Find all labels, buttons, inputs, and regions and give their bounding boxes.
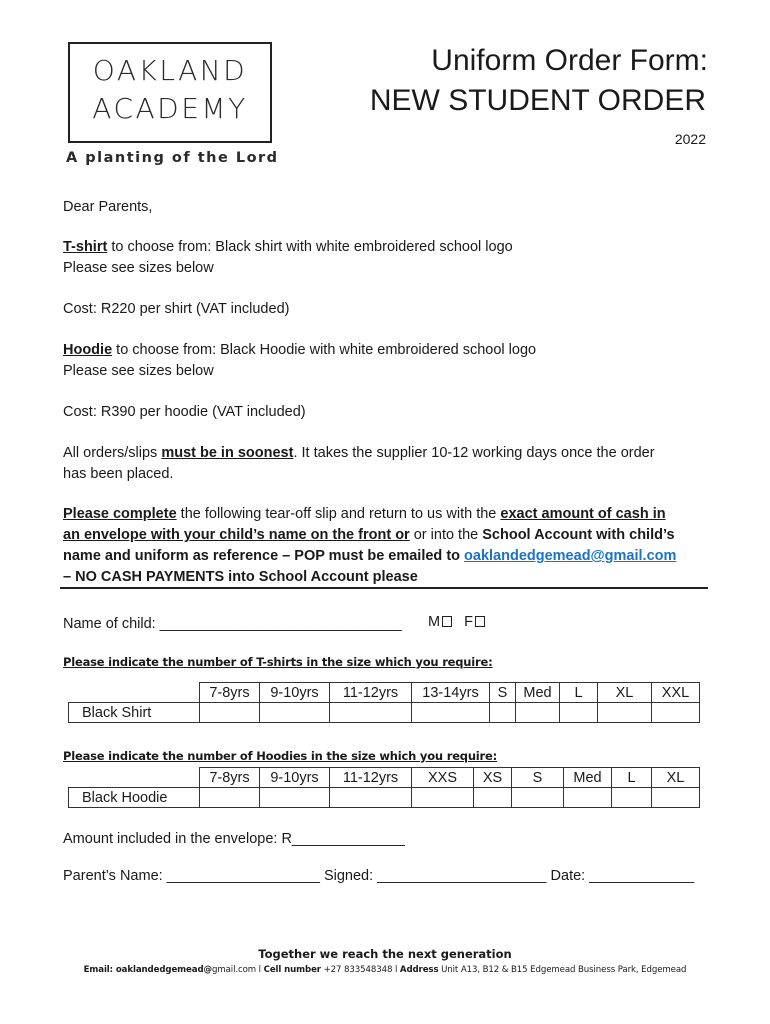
orders-paragraph <box>63 443 713 485</box>
logo-text-oakland: OAKLAND <box>92 54 248 87</box>
hoodie-qty-cell[interactable] <box>512 788 564 808</box>
tshirt-qty-cell[interactable] <box>330 703 412 723</box>
hoodie-qty-cell[interactable] <box>474 788 512 808</box>
tshirt-qty-cell[interactable] <box>490 703 516 723</box>
tshirt-qty-cell[interactable] <box>598 703 652 723</box>
hoodie-instruction: Please indicate the number of Hoodies in the size which you require: <box>63 749 498 763</box>
footer-tagline: Together we reach the next generation <box>258 947 512 961</box>
hoodie-row-label: Black Hoodie <box>69 788 200 808</box>
orders-text-end: has been placed. <box>63 466 174 482</box>
tshirt-qty-cell[interactable] <box>652 703 700 723</box>
gender-f-label: F <box>464 614 473 630</box>
tshirt-size-header: 9-10yrs <box>260 683 330 703</box>
hoodie-description: to choose from: Black Hoodie with white embroidered school logo <box>112 342 537 358</box>
tshirt-size-header: 11-12yrs <box>330 683 412 703</box>
hoodie-qty-cell[interactable] <box>652 788 700 808</box>
orders-text-cont: . It takes the supplier 10-12 working days once the order <box>293 445 655 461</box>
hoodie-size-header: 11-12yrs <box>330 768 412 788</box>
tshirt-size-header: XXL <box>652 683 700 703</box>
form-subtitle: NEW STUDENT ORDER <box>369 84 706 117</box>
footer-cell-label: Cell number <box>263 965 321 975</box>
complete-reference: name and uniform as reference – POP must be emailed to <box>63 548 465 564</box>
tshirt-row-label: Black Shirt <box>69 703 200 723</box>
orders-text: All orders/slips <box>63 445 162 461</box>
footer-cell-value: +27 833548348 l <box>320 965 400 975</box>
form-year: 2022 <box>674 131 706 147</box>
hoodie-paragraph <box>63 340 713 382</box>
hoodie-size-header: S <box>512 768 564 788</box>
child-name-field[interactable]: Name of child: ______________________________ <box>63 616 402 632</box>
complete-school-account: School Account with child’s <box>482 527 675 543</box>
tshirt-sizes-note: Please see sizes below <box>63 260 214 276</box>
logo-tagline: A planting of the Lord <box>66 150 279 166</box>
form-title: Uniform Order Form: <box>431 44 708 77</box>
tshirt-size-table <box>68 682 700 723</box>
table-corner <box>69 768 200 788</box>
complete-label: Please complete <box>63 506 177 522</box>
table-corner <box>69 683 200 703</box>
complete-paragraph <box>63 504 713 588</box>
complete-envelope: an envelope with your child’s name on the front or <box>63 527 410 543</box>
parent-signature-line[interactable]: Parent’s Name: ___________________ Signed: _____________________ Date: _____________ <box>63 868 695 884</box>
hoodie-qty-cell[interactable] <box>330 788 412 808</box>
tshirt-qty-cell[interactable] <box>200 703 260 723</box>
hoodie-qty-cell[interactable] <box>564 788 612 808</box>
complete-or: or into the <box>409 527 483 543</box>
greeting: Dear Parents, <box>63 199 153 215</box>
tshirt-cost: Cost: R220 per shirt (VAT included) <box>63 301 290 317</box>
tshirt-description: to choose from: Black shirt with white embroidered school logo <box>107 239 513 255</box>
hoodie-size-header: XS <box>474 768 512 788</box>
no-cash-note: – NO CASH PAYMENTS into School Account please <box>63 569 418 585</box>
hoodie-label: Hoodie <box>63 342 113 358</box>
footer-email-label: Email: <box>83 965 116 975</box>
school-logo <box>68 42 272 143</box>
gender-selector <box>428 614 497 630</box>
hoodie-size-header: Med <box>564 768 612 788</box>
hoodie-size-table <box>68 767 700 808</box>
gender-f-checkbox[interactable] <box>475 616 485 627</box>
hoodie-size-header: XXS <box>412 768 474 788</box>
hoodie-qty-cell[interactable] <box>412 788 474 808</box>
logo-text-academy: ACADEMY <box>92 92 248 125</box>
tshirt-size-header: Med <box>516 683 560 703</box>
gender-m-checkbox[interactable] <box>442 616 452 627</box>
hoodie-sizes-note: Please see sizes below <box>63 363 214 379</box>
hoodie-qty-cell[interactable] <box>200 788 260 808</box>
tshirt-paragraph <box>63 237 713 279</box>
tshirt-size-header: 13-14yrs <box>412 683 490 703</box>
orders-emphasis: must be in soonest <box>161 445 294 461</box>
hoodie-size-header: 7-8yrs <box>200 768 260 788</box>
tshirt-qty-cell[interactable] <box>516 703 560 723</box>
hoodie-size-header: 9-10yrs <box>260 768 330 788</box>
tshirt-qty-cell[interactable] <box>560 703 598 723</box>
tshirt-label: T-shirt <box>63 239 108 255</box>
tshirt-size-header: 7-8yrs <box>200 683 260 703</box>
complete-exact-cash: exact amount of cash in <box>500 506 666 522</box>
complete-text: the following tear-off slip and return to us with the <box>176 506 501 522</box>
hoodie-size-header: L <box>612 768 652 788</box>
footer-email-user: oaklandedgemead@ <box>115 965 212 975</box>
tshirt-qty-cell[interactable] <box>260 703 330 723</box>
tshirt-qty-cell[interactable] <box>412 703 490 723</box>
tshirt-instruction: Please indicate the number of T-shirts in the size which you require: <box>63 655 493 669</box>
amount-field[interactable]: Amount included in the envelope: R______________ <box>63 831 405 847</box>
tshirt-size-header: L <box>560 683 598 703</box>
email-link[interactable]: oaklandedgemead@gmail.com <box>464 548 677 564</box>
footer-email-domain: gmail.com l <box>212 965 264 975</box>
footer-address-label: Address <box>399 965 439 975</box>
hoodie-qty-cell[interactable] <box>260 788 330 808</box>
gender-m-label: M <box>428 614 441 630</box>
hoodie-qty-cell[interactable] <box>612 788 652 808</box>
hoodie-cost: Cost: R390 per hoodie (VAT included) <box>63 404 306 420</box>
tear-off-divider <box>60 587 708 589</box>
tshirt-size-header: XL <box>598 683 652 703</box>
hoodie-size-header: XL <box>652 768 700 788</box>
tshirt-size-header: S <box>490 683 516 703</box>
footer-contact <box>0 965 770 975</box>
footer-address-value: Unit A13, B12 & B15 Edgemead Business Park, Edgemead <box>438 965 687 975</box>
